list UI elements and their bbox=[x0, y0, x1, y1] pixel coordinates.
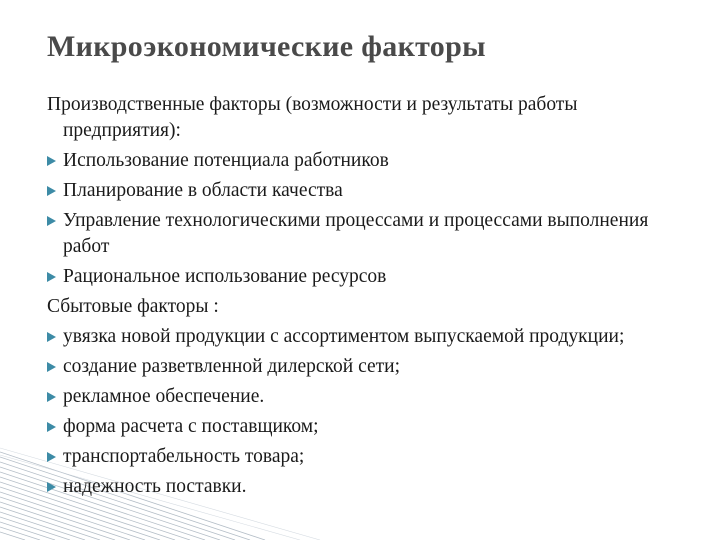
list-item bbox=[47, 178, 667, 204]
list-item bbox=[47, 324, 667, 350]
list-item-text: транспортабельность товара; bbox=[63, 446, 305, 467]
triangle-bullet-icon bbox=[47, 452, 56, 462]
triangle-bullet-icon bbox=[47, 156, 56, 166]
list-item bbox=[47, 208, 667, 260]
triangle-bullet-icon bbox=[47, 422, 56, 432]
triangle-bullet-icon bbox=[47, 482, 56, 492]
list-item bbox=[47, 264, 667, 290]
triangle-bullet-icon bbox=[47, 272, 56, 282]
list-item-text: создание разветвленной дилерской сети; bbox=[63, 356, 400, 377]
list-item-text: Планирование в области качества bbox=[63, 180, 343, 201]
slide-content bbox=[47, 92, 667, 504]
list-item-text: Управление технологическими процессами и процессами выполнения работ bbox=[63, 210, 649, 257]
section-heading-sales: Сбытовые факторы : bbox=[47, 296, 219, 317]
section-heading-production: Производственные факторы (возможности и результаты работы предприятия): bbox=[47, 94, 578, 141]
triangle-bullet-icon bbox=[47, 332, 56, 342]
list-item bbox=[47, 384, 667, 410]
list-item bbox=[47, 444, 667, 470]
triangle-bullet-icon bbox=[47, 186, 56, 196]
list-item-text: форма расчета с поставщиком; bbox=[63, 416, 319, 437]
list-item bbox=[47, 148, 667, 174]
list-item-text: Рациональное использование ресурсов bbox=[63, 266, 387, 287]
list-item-text: рекламное обеспечение. bbox=[63, 386, 265, 407]
triangle-bullet-icon bbox=[47, 216, 56, 226]
list-item bbox=[47, 414, 667, 440]
slide-title: Микроэкономические факторы bbox=[47, 30, 486, 63]
triangle-bullet-icon bbox=[47, 362, 56, 372]
list-item bbox=[47, 354, 667, 380]
list-item-text: увязка новой продукции с ассортиментом выпускаемой продукции; bbox=[63, 326, 625, 347]
list-item-text: Использование потенциала работников bbox=[63, 150, 389, 171]
triangle-bullet-icon bbox=[47, 392, 56, 402]
list-item bbox=[47, 474, 667, 500]
list-item-text: надежность поставки. bbox=[63, 476, 247, 497]
